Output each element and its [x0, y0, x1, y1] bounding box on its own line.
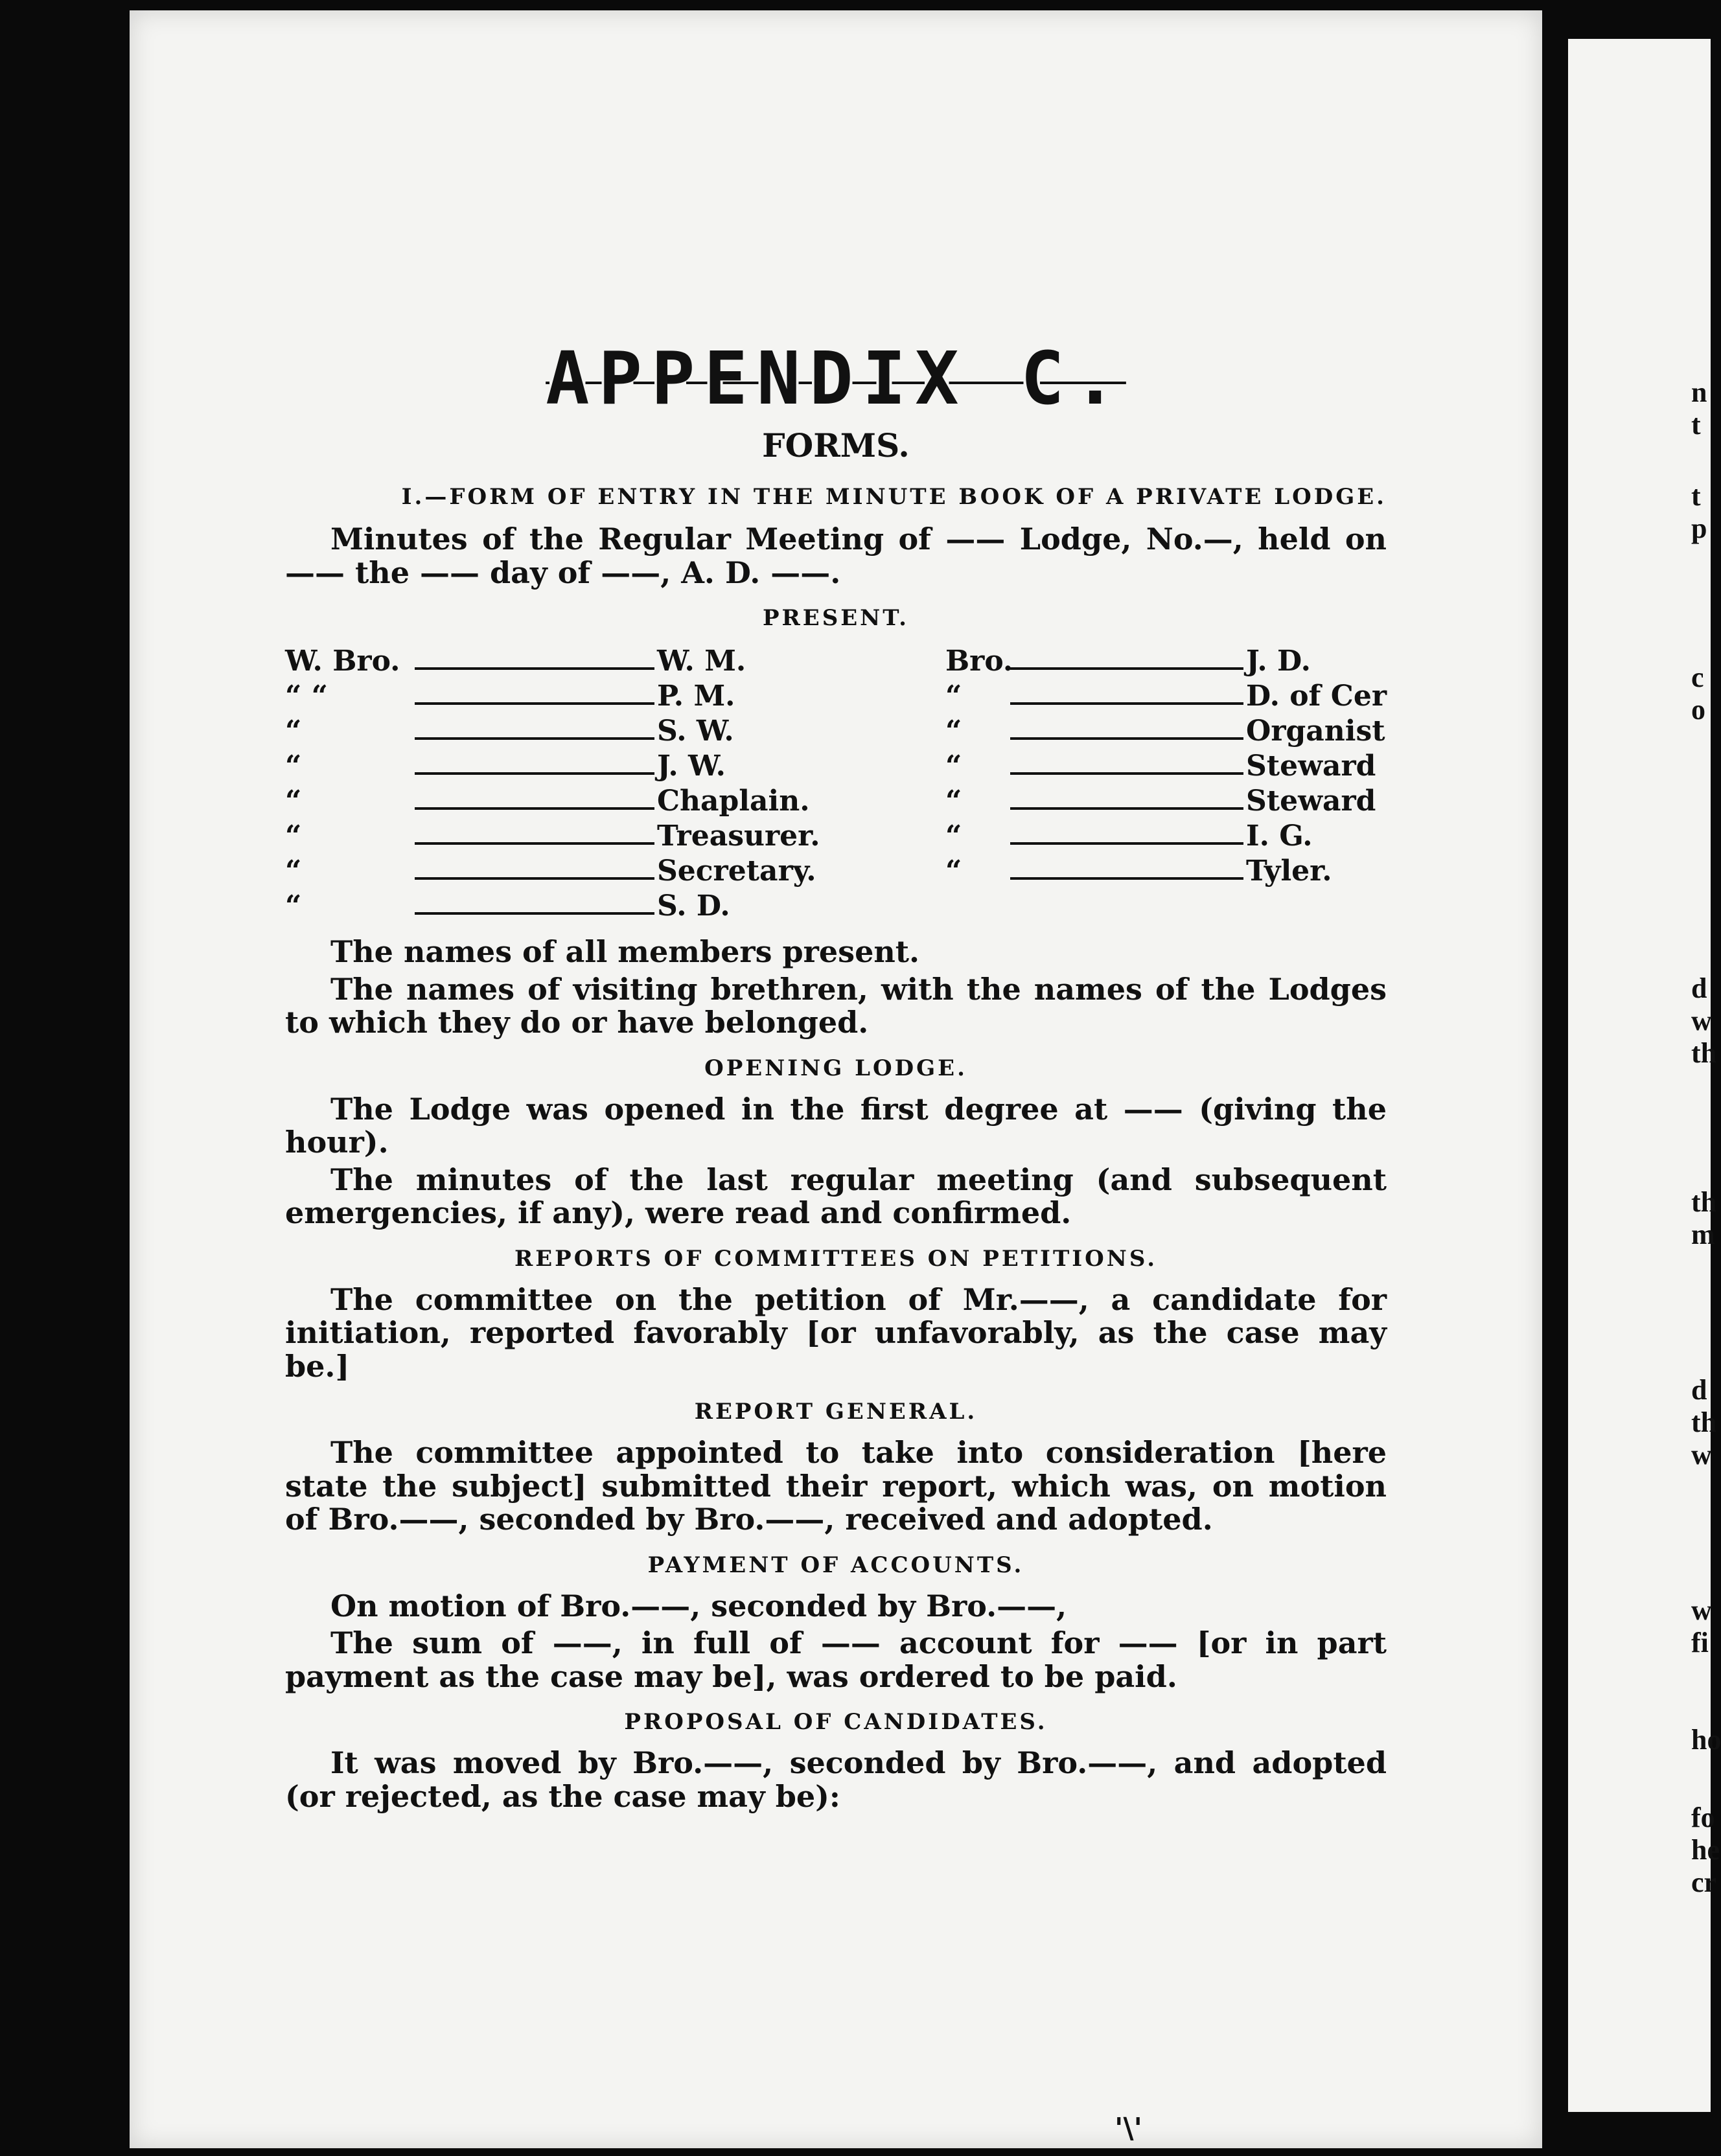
section-paragraph: The Lodge was opened in the first degree at —— (giving the hour).: [285, 1091, 1387, 1160]
officer-prefix: Bro.: [945, 645, 1013, 678]
blank-line: [1010, 667, 1243, 670]
officer-title: S. D.: [657, 889, 730, 923]
intro-paragraph: Minutes of the Regular Meeting of —— Lodge, No.—, held on —— the —— day of ——, A. D. ——.: [285, 522, 1387, 590]
officer-title: P. M.: [657, 680, 735, 713]
officer-prefix: “ “: [285, 680, 328, 713]
officer-title: J. D.: [1245, 645, 1311, 678]
officer-title: S. W.: [657, 715, 734, 748]
officer-row: [285, 713, 820, 748]
officer-prefix: “: [285, 854, 302, 888]
officer-row: [285, 853, 820, 888]
present-heading: PRESENT.: [762, 605, 910, 632]
officers-right-column: [945, 643, 1387, 923]
form-title: I.—FORM OF ENTRY IN THE MINUTE BOOK OF A PRIVATE LODGE.: [401, 484, 1387, 510]
section-paragraph: The sum of ——, in full of —— account for —— [or in part payment as the case may be], was ordered to be paid.: [285, 1625, 1387, 1694]
facing-fragment: p: [1691, 512, 1707, 544]
officer-row: [945, 853, 1387, 888]
blank-line: [415, 877, 654, 880]
officer-prefix: “: [945, 854, 962, 888]
facing-fragment: d: [1691, 972, 1707, 1004]
facing-fragment: fo: [1691, 1802, 1715, 1833]
officer-row: [945, 783, 1387, 818]
officer-prefix: “: [945, 680, 962, 713]
blank-line: [415, 842, 654, 845]
officer-title: Treasurer.: [657, 820, 820, 853]
officer-prefix: “: [945, 820, 962, 853]
officer-row: [285, 888, 820, 923]
facing-fragment: cr: [1691, 1866, 1717, 1898]
blank-line: [1010, 702, 1243, 705]
section-paragraph: The committee appointed to take into consideration [here state the subject] submitted their report, which was, on motion of Bro.——, seconded by Bro.——, received and adopted.: [285, 1435, 1387, 1537]
officers-list: [285, 643, 1387, 923]
facing-fragment: w: [1691, 1594, 1712, 1626]
officer-row: [945, 643, 1387, 678]
appendix-title: APPENDIX C.: [546, 337, 1126, 421]
officer-prefix: “: [285, 820, 302, 853]
officer-title: I. G.: [1245, 820, 1313, 853]
officer-title: Chaplain.: [657, 785, 810, 818]
officer-row: [285, 818, 820, 853]
officer-title: Secretary.: [657, 854, 816, 888]
officer-row: [285, 643, 820, 678]
officer-title: Tyler.: [1245, 854, 1332, 888]
facing-fragment: ho: [1691, 1724, 1721, 1756]
facing-page: [1568, 39, 1721, 2112]
officer-prefix: “: [285, 750, 302, 783]
blank-line: [415, 807, 654, 810]
facing-fragment: w: [1691, 1439, 1712, 1471]
facing-fragment: th: [1691, 1406, 1717, 1438]
blank-line: [1010, 842, 1243, 845]
facing-fragment: th: [1691, 1186, 1717, 1218]
officer-prefix: “: [285, 889, 302, 923]
facing-fragment: m: [1691, 1219, 1715, 1250]
blank-line: [1010, 807, 1243, 810]
facing-fragment: he: [1691, 1834, 1720, 1866]
officer-prefix: “: [285, 785, 302, 818]
visiting-paragraph: The names of visiting brethren, with the names of the Lodges to which they do or have belonged.: [285, 971, 1387, 1040]
officer-title: J. W.: [657, 750, 726, 783]
blank-line: [415, 772, 654, 775]
blank-line: [1010, 772, 1243, 775]
section-heading: REPORT GENERAL.: [694, 1399, 978, 1425]
officer-title: Organist: [1245, 715, 1385, 748]
officer-title: D. of Cer: [1245, 680, 1387, 713]
officer-row: [945, 818, 1387, 853]
facing-fragment: w: [1691, 1005, 1712, 1037]
blank-line: [415, 667, 654, 670]
officer-row: [285, 678, 820, 713]
section-paragraph: It was moved by Bro.——, seconded by Bro.——, and adopted (or rejected, as the case may be):: [285, 1745, 1387, 1814]
officer-title: Steward: [1245, 750, 1376, 783]
officer-prefix: “: [945, 715, 962, 748]
officer-row: [285, 748, 820, 783]
page-mark: '\': [1115, 2112, 1143, 2145]
officers-left-column: [285, 643, 820, 923]
facing-fragment: n: [1691, 376, 1707, 408]
officer-row: [945, 748, 1387, 783]
officer-row: [945, 713, 1387, 748]
members-present-paragraph: The names of all members present.: [330, 934, 920, 970]
officer-prefix: “: [945, 785, 962, 818]
section-heading: REPORTS OF COMMITTEES ON PETITIONS.: [514, 1245, 1158, 1272]
section-paragraph: On motion of Bro.——, seconded by Bro.——,: [330, 1588, 1067, 1623]
officer-prefix: “: [285, 715, 302, 748]
section-paragraph: The committee on the petition of Mr.——, a candidate for initiation, reported favorably [or unfavorably, as the case may be.]: [285, 1281, 1387, 1384]
section-heading: PROPOSAL OF CANDIDATES.: [624, 1709, 1048, 1736]
facing-fragment: o: [1691, 694, 1705, 726]
officer-title: Steward: [1245, 785, 1376, 818]
facing-fragment: d: [1691, 1374, 1707, 1406]
section-heading: PAYMENT OF ACCOUNTS.: [647, 1552, 1024, 1578]
officer-row: [945, 678, 1387, 713]
section-heading: OPENING LODGE.: [704, 1055, 967, 1081]
facing-fragment: t: [1691, 409, 1701, 441]
facing-fragment: c: [1691, 661, 1704, 693]
facing-fragment: fi: [1691, 1627, 1709, 1658]
blank-line: [415, 737, 654, 740]
forms-title: FORMS.: [762, 426, 910, 464]
officer-row: [285, 783, 820, 818]
facing-fragment: th: [1691, 1037, 1717, 1069]
blank-line: [1010, 737, 1243, 740]
section-paragraph: The minutes of the last regular meeting (and subsequent emergencies, if any), were read and confirmed.: [285, 1162, 1387, 1231]
officer-prefix: “: [945, 750, 962, 783]
blank-line: [415, 702, 654, 705]
officer-title: W. M.: [657, 645, 746, 678]
sections: [285, 1055, 1387, 1814]
blank-line: [1010, 877, 1243, 880]
facing-fragment: t: [1691, 480, 1701, 512]
page-content: [285, 337, 1387, 1817]
blank-line: [415, 912, 654, 915]
officer-prefix: W. Bro.: [285, 645, 400, 678]
